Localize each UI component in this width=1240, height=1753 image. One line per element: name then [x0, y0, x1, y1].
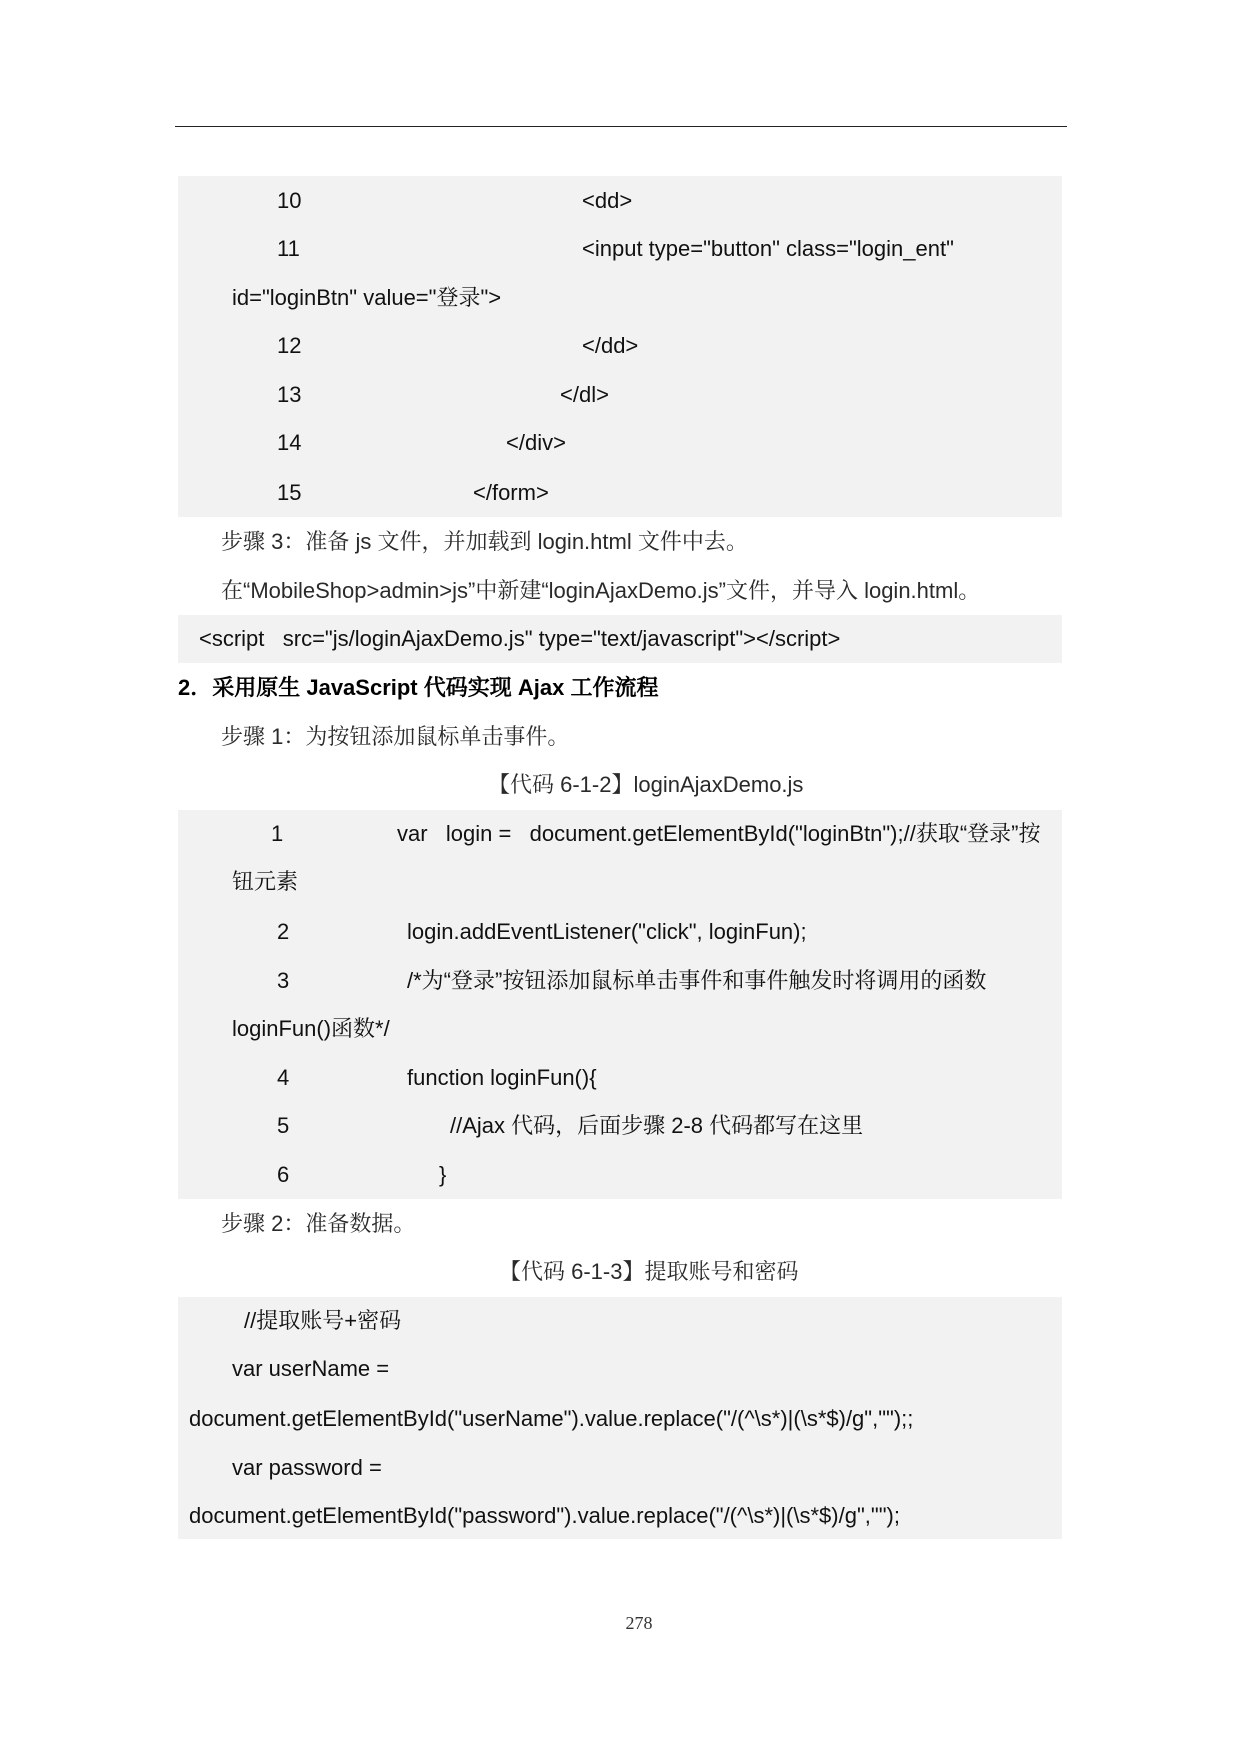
- line-number: 12: [277, 333, 302, 358]
- code-line: var password =: [232, 1455, 382, 1480]
- code-line: //提取账号+密码: [244, 1308, 402, 1333]
- page-number: 278: [625, 1613, 653, 1633]
- line-number: 15: [277, 480, 302, 505]
- line-number: 13: [277, 382, 302, 407]
- code-line: </dd>: [582, 333, 639, 358]
- code-line: }: [439, 1162, 447, 1187]
- step1-title: 步骤 1：为按钮添加鼠标单击事件。: [221, 724, 570, 749]
- line-number: 3: [277, 968, 290, 993]
- code-line: document.getElementById("userName").value.replace("/(^\s*)|(\s*$)/g","");;: [189, 1406, 914, 1431]
- code-line: login.addEventListener("click", loginFun);: [407, 919, 807, 944]
- code-caption: 【代码 6-1-3】提取账号和密码: [499, 1259, 799, 1284]
- line-number: 2: [277, 919, 290, 944]
- code-line: </div>: [506, 430, 566, 455]
- section-heading: 2．采用原生 JavaScript 代码实现 Ajax 工作流程: [178, 675, 659, 700]
- line-number: 14: [277, 430, 302, 455]
- script-tag-code: <script src="js/loginAjaxDemo.js" type="text/javascript"></script>: [199, 626, 841, 651]
- code-line: var userName =: [232, 1356, 390, 1381]
- code-line: </dl>: [560, 382, 609, 407]
- line-number: 11: [277, 236, 300, 261]
- line-number: 6: [277, 1162, 290, 1187]
- line-number: 5: [277, 1113, 290, 1138]
- code-line-continuation: loginFun()函数*/: [232, 1016, 390, 1041]
- header-rule: [175, 126, 1067, 127]
- code-line: </form>: [473, 480, 549, 505]
- step3-detail: 在“MobileShop>admin>js”中新建“loginAjaxDemo.js”文件，并导入 login.html。: [221, 578, 981, 603]
- code-line-continuation: id="loginBtn" value="登录">: [232, 285, 502, 310]
- code-line-continuation: 钮元素: [232, 869, 299, 894]
- code-line: <input type="button" class="login_ent": [582, 236, 954, 261]
- code-line: /*为“登录”按钮添加鼠标单击事件和事件触发时将调用的函数: [407, 968, 987, 993]
- code-caption: 【代码 6-1-2】loginAjaxDemo.js: [488, 772, 804, 797]
- code-line: function loginFun(){: [407, 1065, 597, 1090]
- line-number: 1: [271, 821, 284, 846]
- step2-title: 步骤 2：准备数据。: [221, 1211, 416, 1236]
- line-number: 10: [277, 188, 302, 213]
- code-line: //Ajax 代码，后面步骤 2-8 代码都写在这里: [450, 1113, 864, 1138]
- code-line: <dd>: [582, 188, 633, 213]
- code-line: var login = document.getElementById("loginBtn");//获取“登录”按: [397, 821, 1041, 846]
- line-number: 4: [277, 1065, 290, 1090]
- code-line: document.getElementById("password").value.replace("/(^\s*)|(\s*$)/g","");: [189, 1503, 900, 1528]
- step3-title: 步骤 3：准备 js 文件，并加载到 login.html 文件中去。: [221, 529, 748, 554]
